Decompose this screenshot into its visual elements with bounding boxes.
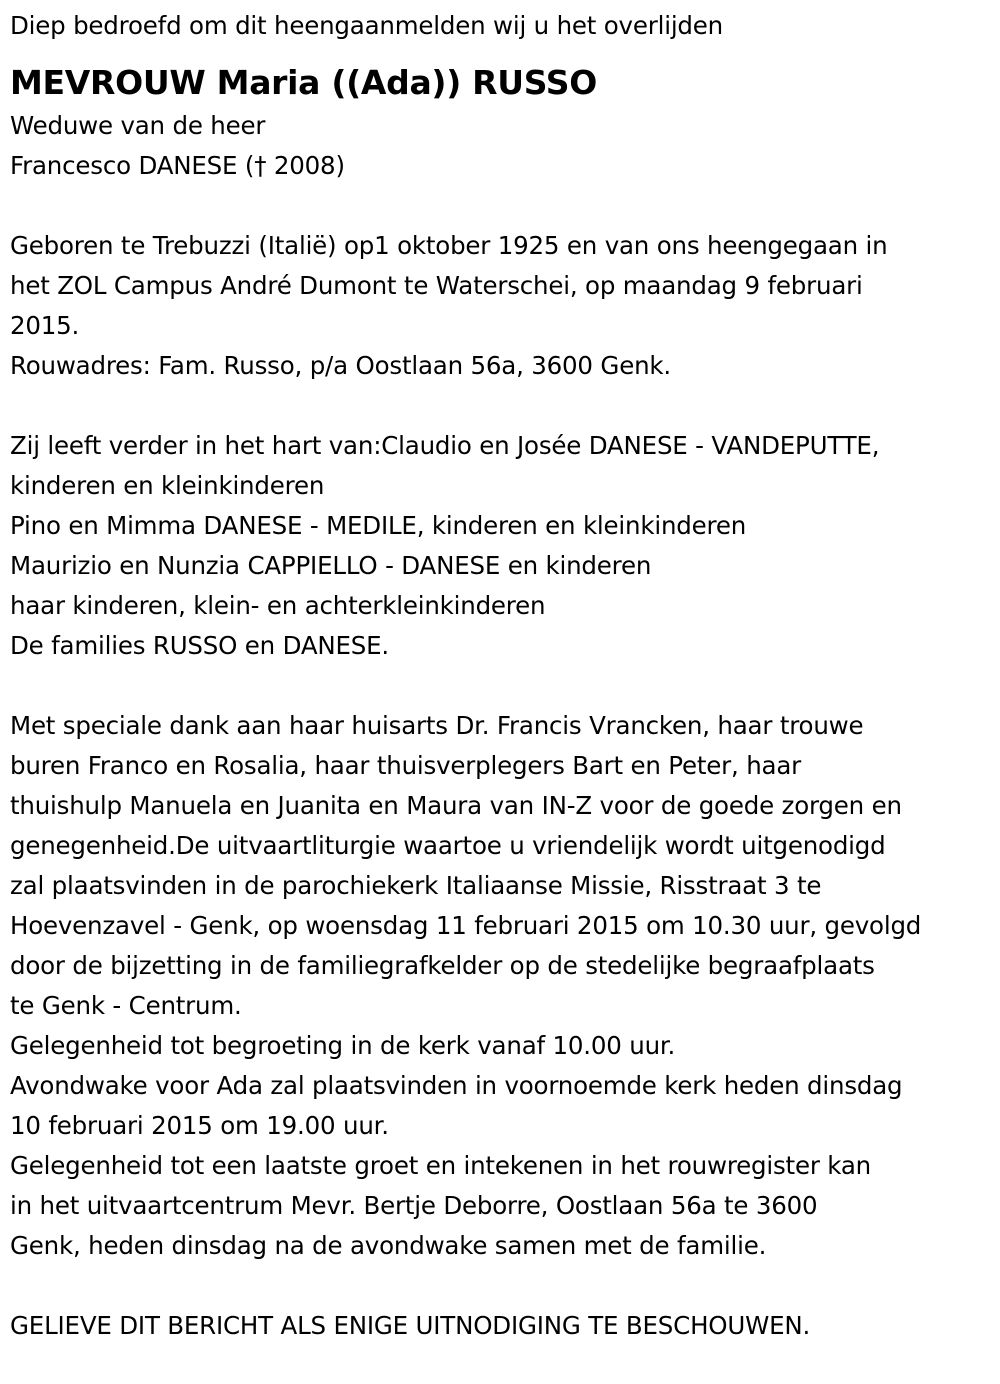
closing-text: GELIEVE DIT BERICHT ALS ENIGE UITNODIGING TE BESCHOUWEN.: [10, 1311, 811, 1340]
thanks-line: Gelegenheid tot een laatste groet en intekenen in het rouwregister kan: [10, 1151, 871, 1180]
mourning-address: Rouwadres: Fam. Russo, p/a Oostlaan 56a, 3600 Genk.: [10, 351, 671, 380]
thanks-line: genegenheid.De uitvaartliturgie waartoe u vriendelijk wordt uitgenodigd: [10, 831, 886, 860]
thanks-line: Hoevenzavel - Genk, op woensdag 11 februari 2015 om 10.30 uur, gevolgd: [10, 911, 922, 940]
paragraph-gap: [10, 666, 990, 706]
birth-line: het ZOL Campus André Dumont te Waterschei, op maandag 9 februari: [10, 271, 863, 300]
thanks-line: Genk, heden dinsdag na de avondwake samen met de familie.: [10, 1231, 767, 1260]
thanks-line: zal plaatsvinden in de parochiekerk Italiaanse Missie, Risstraat 3 te: [10, 871, 822, 900]
widow-line: Francesco DANESE († 2008): [10, 151, 345, 180]
thanks-line: in het uitvaartcentrum Mevr. Bertje Deborre, Oostlaan 56a te 3600: [10, 1191, 818, 1220]
thanks-line: thuishulp Manuela en Juanita en Maura van IN-Z voor de goede zorgen en: [10, 791, 902, 820]
paragraph-gap: [10, 386, 990, 426]
thanks-line: 10 februari 2015 om 19.00 uur.: [10, 1111, 389, 1140]
thanks-line: Met speciale dank aan haar huisarts Dr. Francis Vrancken, haar trouwe: [10, 711, 864, 740]
birth-line: 2015.: [10, 311, 80, 340]
family-line: Pino en Mimma DANESE - MEDILE, kinderen en kleinkinderen: [10, 511, 747, 540]
deceased-name: MEVROUW Maria ((Ada)) RUSSO: [10, 63, 597, 102]
family-line: De families RUSSO en DANESE.: [10, 631, 390, 660]
paragraph-gap: [10, 1266, 990, 1306]
widow-line: Weduwe van de heer: [10, 111, 266, 140]
family-line: kinderen en kleinkinderen: [10, 471, 325, 500]
thanks-line: Gelegenheid tot begroeting in de kerk vanaf 10.00 uur.: [10, 1031, 676, 1060]
thanks-line: te Genk - Centrum.: [10, 991, 242, 1020]
family-line: Zij leeft verder in het hart van:Claudio en Josée DANESE - VANDEPUTTE,: [10, 431, 880, 460]
thanks-line: Avondwake voor Ada zal plaatsvinden in voornoemde kerk heden dinsdag: [10, 1071, 903, 1100]
intro-text: Diep bedroefd om dit heengaanmelden wij u het overlijden: [10, 11, 723, 40]
thanks-line: door de bijzetting in de familiegrafkelder op de stedelijke begraafplaats: [10, 951, 875, 980]
paragraph-gap: [10, 186, 990, 226]
thanks-line: buren Franco en Rosalia, haar thuisverplegers Bart en Peter, haar: [10, 751, 802, 780]
family-line: haar kinderen, klein- en achterkleinkinderen: [10, 591, 546, 620]
family-line: Maurizio en Nunzia CAPPIELLO - DANESE en kinderen: [10, 551, 652, 580]
birth-line: Geboren te Trebuzzi (Italië) op1 oktober 1925 en van ons heengegaan in: [10, 231, 888, 260]
